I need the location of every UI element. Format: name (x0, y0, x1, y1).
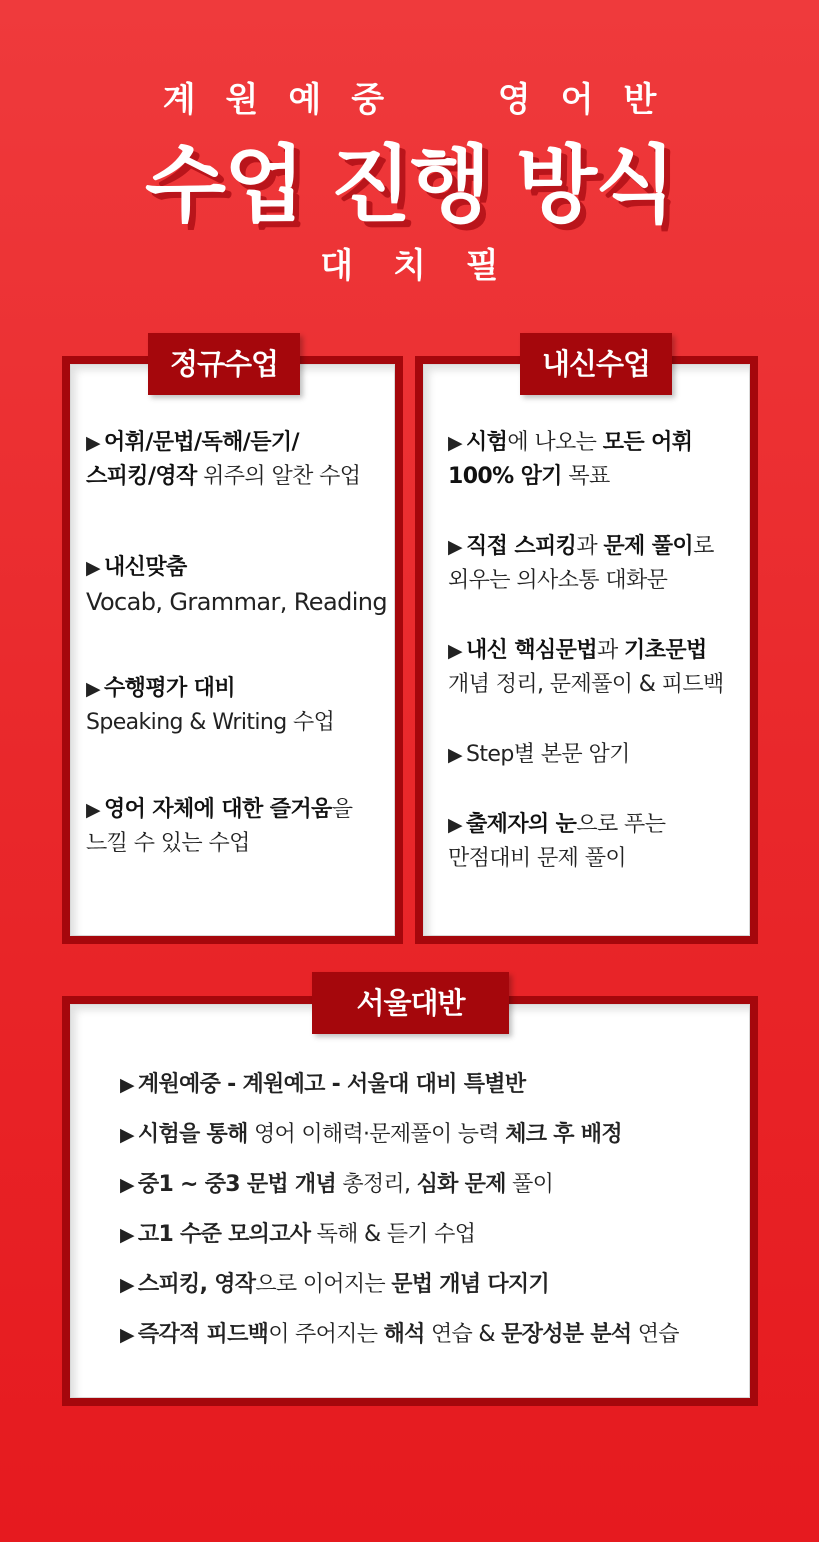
arrow-icon: ▶ (86, 678, 101, 700)
arrow-icon: ▶ (86, 432, 101, 454)
text: 총정리, (336, 1172, 417, 1197)
bold-text: 중1 ~ 중3 문법 개념 (137, 1172, 337, 1197)
arrow-icon: ▶ (120, 1074, 134, 1096)
text: 으로 이어지는 (255, 1272, 392, 1297)
seoul-item-5 (120, 1268, 549, 1302)
bold-text: 심화 문제 (416, 1172, 506, 1197)
bold-text: 문법 개념 다지기 (391, 1272, 550, 1297)
arrow-icon: ▶ (86, 799, 101, 821)
subtitle: 대치필 (320, 246, 539, 286)
school-item-4: ▶ Step별 본문 암기 (448, 742, 630, 767)
arrow-icon: ▶ (120, 1324, 134, 1346)
arrow-icon: ▶ (448, 814, 463, 836)
seoul-class-tag: 서울대반 (312, 972, 509, 1034)
seoul-item-2 (120, 1118, 622, 1152)
arrow-icon: ▶ (86, 557, 101, 579)
seoul-item-6 (120, 1318, 679, 1352)
arrow-icon: ▶ (120, 1174, 134, 1196)
bold-text: 시험을 통해 (137, 1122, 248, 1147)
arrow-icon: ▶ (120, 1274, 134, 1296)
text: 영어 이해력·문제풀이 능력 (247, 1122, 506, 1147)
text: 연습 (631, 1322, 679, 1347)
arrow-icon: ▶ (448, 536, 463, 558)
text: 이 주어지는 (268, 1322, 384, 1347)
school-item-2: ▶ 직접 스피킹과 문제 풀이로 외우는 의사소통 대화문 (448, 534, 714, 593)
school-item-5: ▶ 출제자의 눈으로 푸는 만점대비 문제 풀이 (448, 812, 666, 871)
bold-text: 고1 수준 모의고사 (137, 1222, 311, 1247)
regular-item-4: ▶ 영어 자체에 대한 즐거움을 느낄 수 있는 수업 (86, 797, 353, 856)
regular-item-2: ▶ 내신맞춤 Vocab, Grammar, Reading (86, 555, 388, 616)
arrow-icon: ▶ (448, 744, 463, 766)
bold-text: 해석 (383, 1322, 425, 1347)
seoul-item-4 (120, 1218, 475, 1252)
regular-item-1: ▶ 어휘/문법/독해/듣기/ 스피킹/영작 위주의 알찬 수업 (86, 430, 361, 489)
main-title: 수업 진행 방식 (144, 136, 675, 234)
text: 풀이 (505, 1172, 554, 1197)
arrow-icon: ▶ (448, 432, 463, 454)
seoul-item-3 (120, 1168, 553, 1202)
bold-text: 체크 후 배정 (505, 1122, 622, 1147)
school-item-1: ▶ 시험에 나오는 모든 어휘 100% 암기 목표 (448, 430, 693, 489)
school-item-3: ▶ 내신 핵심문법과 기초문법 개념 정리, 문제풀이 & 피드백 (448, 638, 724, 697)
arrow-icon: ▶ (120, 1224, 134, 1246)
top-title: 계원예중 영어반 (162, 80, 687, 120)
seoul-item-1 (120, 1068, 525, 1102)
bold-text: 계원예중 - 계원예고 - 서울대 대비 특별반 (137, 1072, 526, 1097)
bold-text: 스피킹, 영작 (137, 1272, 256, 1297)
arrow-icon: ▶ (448, 640, 463, 662)
bold-text: 즉각적 피드백 (137, 1322, 269, 1347)
text: 독해 & 듣기 수업 (310, 1222, 476, 1247)
school-class-tag: 내신수업 (520, 333, 672, 395)
regular-item-3: ▶ 수행평가 대비 Speaking & Writing 수업 (86, 676, 335, 735)
arrow-icon: ▶ (120, 1124, 134, 1146)
bold-text: 문장성분 분석 (501, 1322, 632, 1347)
text: 연습 & (424, 1322, 502, 1347)
regular-class-tag: 정규수업 (148, 333, 300, 395)
